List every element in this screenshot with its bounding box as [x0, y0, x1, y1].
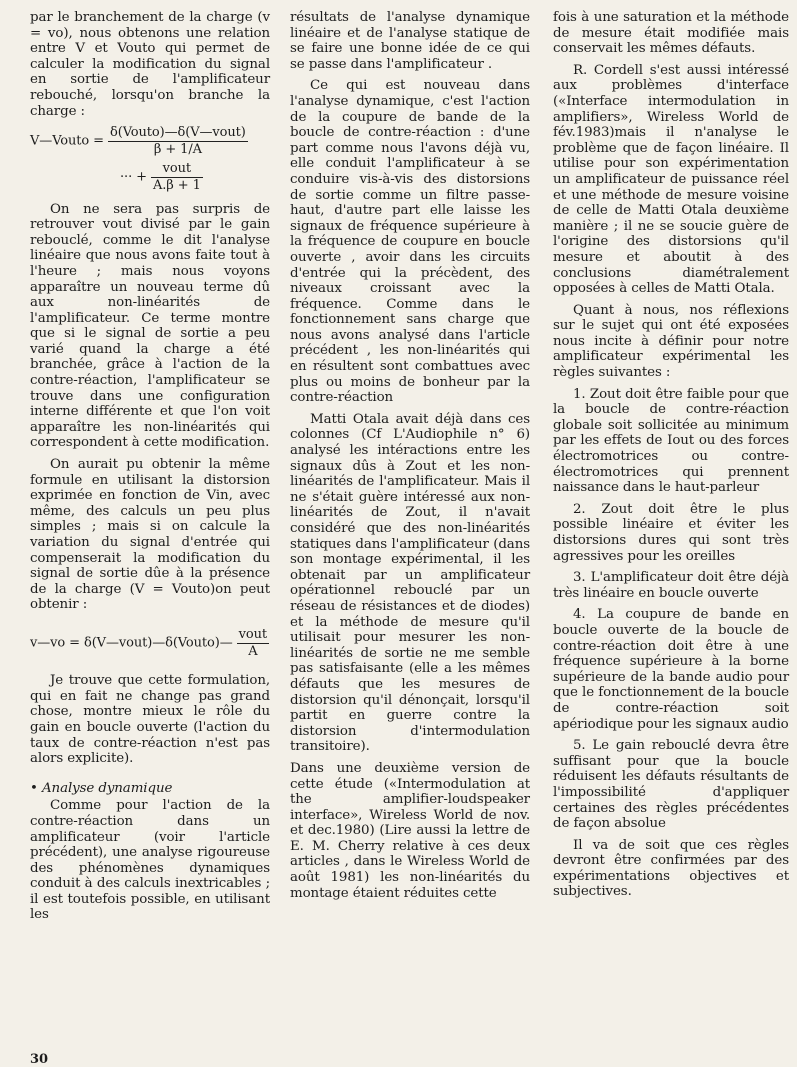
formula-continuation	[120, 161, 270, 193]
rule-item: 2. Zout doit être le plus possible linéaire et éviter les distorsions dures qui sont très agressives pour les oreilles	[553, 501, 789, 564]
fraction-numerator: vout	[151, 161, 203, 178]
formula-lhs: V—Vouto =	[30, 133, 104, 149]
paragraph: Quant à nous, nos réflexions sur le sujet qui ont été exposées nous incite à définir pour notre amplificateur expérimental les règles suivantes :	[553, 302, 789, 381]
formula-2	[30, 627, 270, 659]
fraction-denominator: β + 1/A	[153, 141, 202, 157]
formula-prefix: ··· +	[120, 169, 147, 185]
paragraph: Il va de soit que ces règles devront être confirmées par des expérimentations objectives et subjectives.	[553, 837, 789, 900]
rule-item: 4. La coupure de bande en boucle ouverte de la boucle de contre-réaction doit être à une fréquence supérieure à la borne supérieure de la bande audio pour que le fonctionnement de la boucle de contre-réaction soit apériodique pour les signaux audio	[553, 607, 789, 732]
rule-item: 5. Le gain rebouclé devra être suffisant pour que la boucle réduisent les défauts résultants de l'impossibilité d'appliquer certaines des règles précédentes de façon absolue	[553, 738, 789, 832]
page-number: 30	[30, 1052, 49, 1067]
column-2	[290, 10, 530, 907]
paragraph: fois à une saturation et la méthode de mesure était modifiée mais conservait les mêmes défauts.	[553, 10, 789, 57]
paragraph: Je trouve que cette formulation, qui en fait ne change pas grand chose, montre mieux le rôle du gain en boucle ouverte (l'action du taux de contre-réaction n'est pas alors explicite).	[30, 673, 270, 767]
paragraph: On aurait pu obtenir la même formule en utilisant la distorsion exprimée en fonction de Vin, avec même, des calculs un peu plus simples ; mais si on calcule la variation du signal d'entrée qui compenserait la modification du signal de sortie dûe à la présence de la charge (V = Vouto)on peut obtenir :	[30, 457, 270, 613]
formula-lhs: v—vo = δ(V—vout)—δ(Vouto)—	[30, 635, 233, 651]
fraction-denominator: A.β + 1	[152, 177, 201, 193]
fraction	[108, 125, 248, 157]
fraction-numerator: vout	[238, 626, 268, 642]
fraction-numerator: δ(Vouto)—δ(V—vout)	[110, 125, 246, 141]
fraction	[237, 627, 269, 659]
section-heading	[30, 781, 270, 797]
column-3	[553, 10, 789, 906]
paragraph: Matti Otala avait déjà dans ces colonnes (Cf L'Audiophile n° 6) analysé les intéractions entre les signaux dûs à Zout et les non-linéarités de l'amplificateur. Mais il ne s'était guère intéressé aux non-linéarités de Zout, il n'avait considéré que des non-linéarités statiques dans l'amplificateur (dans son montage expérimental, il les obtenait par un amplificateur opérationnel rebouclé par un réseau de résistances et de diodes) et la méthode de mesure qu'il utilisait pour mesurer les non-linéarités de sortie ne me semble pas satisfaisante (elle a les mêmes défauts que les mesures de distorsion qu'il dénonçait, lorsqu'il partit en guerre contre la distorsion d'intermodulation transitoire).	[290, 411, 530, 755]
fraction	[151, 161, 203, 193]
paragraph: par le branchement de la charge (v = vo), nous obtenons une relation entre V et Vouto qui permet de calculer la modification du signal en sortie de l'amplificateur rebouché, lorsqu'on branche la charge :	[30, 10, 270, 119]
rule-item: 1. Zout doit être faible pour que la boucle de contre-réaction globale soit sollicitée au minimum par les effets de Iout ou des forces électromotrices ou contre-électromotrices qui prennent naissance dans le haut-parleur	[553, 386, 789, 496]
column-1	[30, 10, 270, 929]
rule-item: 3. L'amplificateur doit être déjà très linéaire en boucle ouverte	[553, 570, 789, 601]
fraction-denominator: A	[248, 643, 258, 659]
formula-1	[30, 125, 270, 193]
bullet-icon: •	[30, 780, 42, 796]
paragraph: R. Cordell s'est aussi intéressé aux problèmes d'interface («Interface intermodulation in amplifiers», Wireless World de fév.1983)mais il n'analyse le problème que de façon linéaire. Il utilise pour son expérimentation un amplificateur de puissance réel et une méthode de mesure voisine de celle de Matti Otala deuxième manière ; il ne se soucie guère de l'origine des distorsions qu'il mesure et aboutit à des conclusions diamétralement opposées à celles de Matti Otala.	[553, 62, 789, 297]
paragraph: On ne sera pas surpris de retrouver vout divisé par le gain rebouclé, comme le dit l'analyse linéaire que nous avons faite tout à l'heure ; mais nous voyons apparaître un nouveau terme dû aux non-linéarités de l'amplificateur. Ce terme montre que si le signal de sortie a peu varié quand la charge a été branchée, grâce à l'action de la contre-réaction, l'amplificateur se trouve dans une configuration interne différente et que l'on voit apparaître les non-linéarités qui correspondent à cette modification.	[30, 201, 270, 451]
paragraph: Ce qui est nouveau dans l'analyse dynamique, c'est l'action de la coupure de bande de la boucle de contre-réaction : d'une part comme nous l'avons déjà vu, elle conduit l'amplificateur à se conduire vis-à-vis des distorsions de sortie comme un filtre passe-haut, d'autre part elle laisse les signaux de fréquence supérieure à la fréquence de coupure en boucle ouverte , avoir dans les circuits d'entrée qui la précèdent, des niveaux croissant avec la fréquence. Comme dans le fonctionnement sans charge que nous avons analysé dans l'article précédent , les non-linéarités qui en résultent sont combattues avec plus ou moins de bonheur par la contre-réaction	[290, 78, 530, 406]
paragraph: Dans une deuxième version de cette étude («Intermodulation at the amplifier-loudspeaker interface», Wireless World de nov. et dec.1980) (Lire aussi la lettre de E. M. Cherry relative à ces deux articles , dans le Wireless World de août 1981) les non-linéarités du montage étaient réduites cette	[290, 760, 530, 901]
paragraph: résultats de l'analyse dynamique linéaire et de l'analyse statique de se faire une bonne idée de ce qui se passe dans l'amplificateur .	[290, 10, 530, 72]
section-heading-text: Analyse dynamique	[41, 780, 173, 796]
paragraph: Comme pour l'action de la contre-réaction dans un amplificateur (voir l'article précédent), une analyse rigoureuse des phénomènes dynamiques conduit à des calculs inextricables ; il est toutefois possible, en utilisant les	[30, 798, 270, 923]
